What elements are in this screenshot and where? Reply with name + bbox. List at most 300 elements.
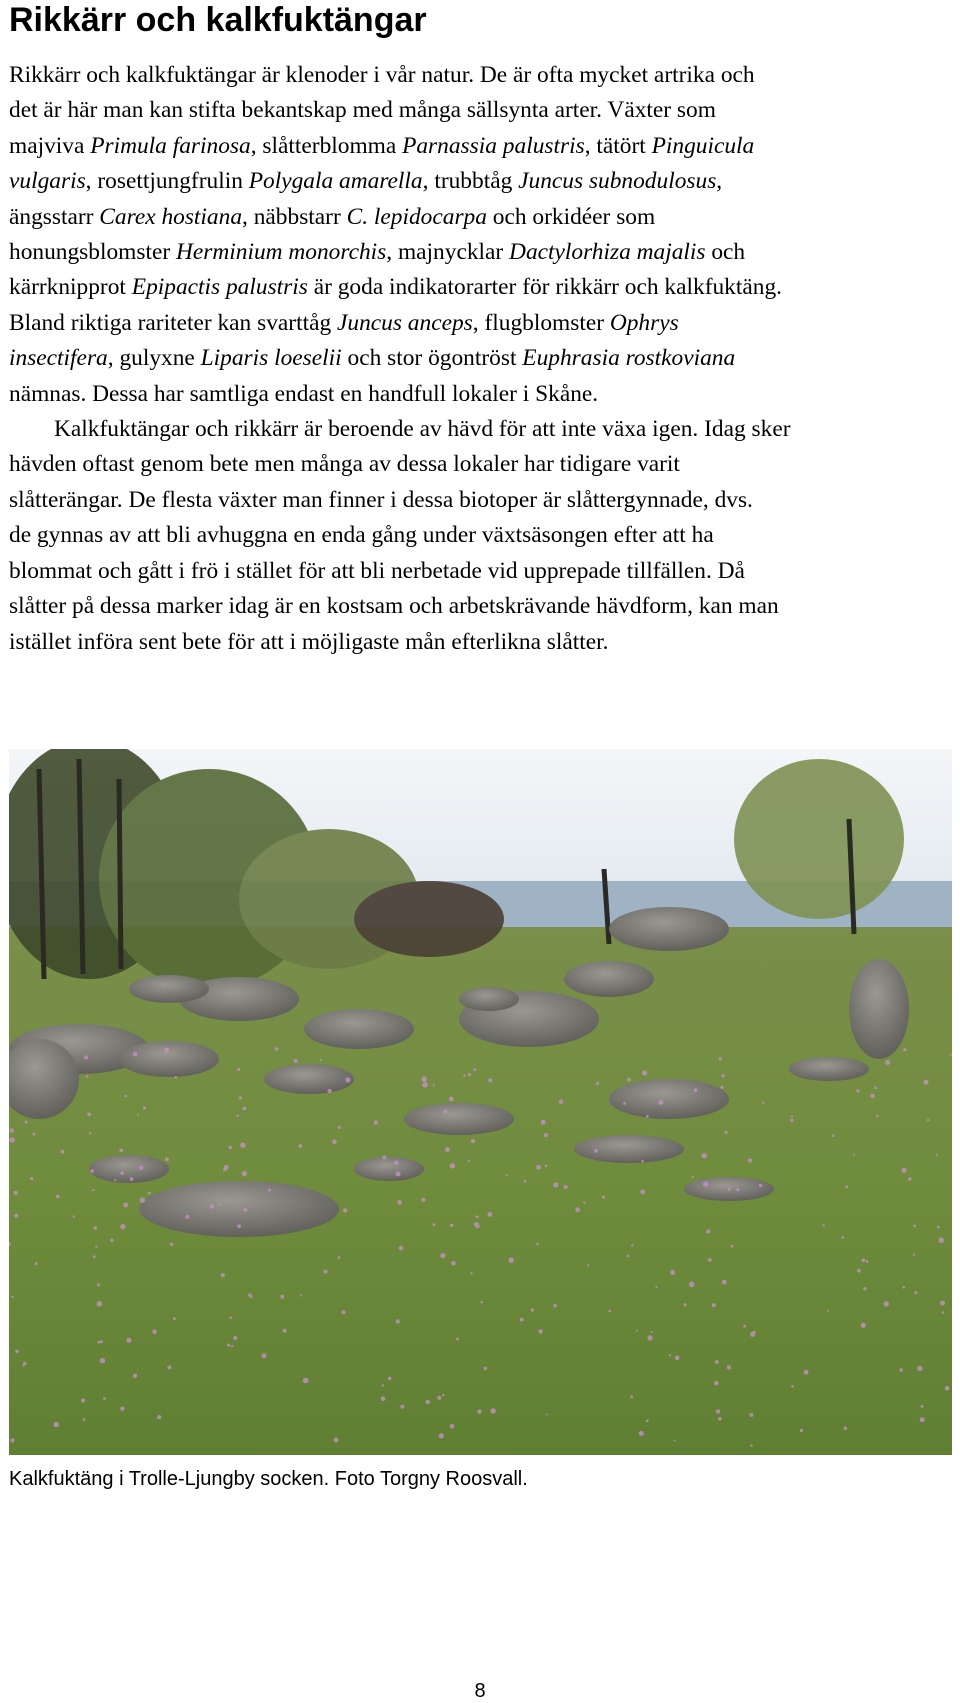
flower-speck xyxy=(626,1255,629,1258)
flower-speck xyxy=(221,1273,225,1277)
flower-speck xyxy=(857,1269,861,1273)
flower-speck xyxy=(137,1114,139,1116)
flower-speck xyxy=(670,1270,675,1275)
text-run: och xyxy=(705,239,746,266)
flower-speck xyxy=(114,1179,116,1181)
flower-speck xyxy=(750,1332,755,1337)
text-run: Bland riktiga rariteter kan svarttåg xyxy=(9,309,337,336)
flower-speck xyxy=(231,1345,233,1347)
text-run: de gynnas av att bli avhuggna en enda gång under växtsäsongen efter att ha xyxy=(9,522,714,549)
flower-speck xyxy=(884,1301,889,1306)
flower-speck xyxy=(845,1185,848,1188)
rock xyxy=(139,1181,339,1237)
flower-speck xyxy=(544,1133,548,1137)
text-line xyxy=(9,483,959,518)
flower-speck xyxy=(924,1080,929,1085)
flower-speck xyxy=(400,1405,404,1409)
flower-speck xyxy=(722,1280,727,1285)
text-line xyxy=(9,270,959,305)
flower-speck xyxy=(332,1139,337,1144)
flower-speck xyxy=(22,1365,24,1367)
flower-speck xyxy=(456,1338,459,1341)
flower-speck xyxy=(647,1335,652,1340)
flower-speck xyxy=(334,1438,339,1443)
flower-speck xyxy=(506,1174,508,1176)
text-run: , gulyxne xyxy=(107,345,201,372)
rock xyxy=(459,987,519,1011)
species-name: insectifera xyxy=(9,345,108,372)
rock xyxy=(609,1079,729,1119)
species-name: Juncus subnodulosus xyxy=(518,168,717,195)
flower-speck xyxy=(440,1253,445,1258)
flower-speck xyxy=(422,1198,426,1202)
rock xyxy=(609,907,729,951)
flower-speck xyxy=(903,1048,906,1051)
flower-speck xyxy=(674,1440,676,1442)
flower-speck xyxy=(244,1208,248,1212)
flower-speck xyxy=(120,1172,124,1176)
flower-speck xyxy=(399,1246,404,1251)
text-run: , näbbstarr xyxy=(242,203,347,230)
text-line xyxy=(9,129,959,164)
flower-speck xyxy=(240,1143,245,1148)
flower-speck xyxy=(382,1155,386,1159)
flower-speck xyxy=(439,1433,444,1438)
flower-speck xyxy=(320,1059,322,1061)
species-name: vulgaris xyxy=(9,168,86,195)
flower-speck xyxy=(120,1406,124,1410)
flower-speck xyxy=(736,1188,739,1191)
species-name: Euphrasia rostkoviana xyxy=(522,345,736,372)
rock xyxy=(789,1057,869,1081)
flower-speck xyxy=(520,1318,524,1322)
text-line xyxy=(9,589,959,624)
flower-speck xyxy=(749,1413,753,1417)
flower-speck xyxy=(480,1301,483,1304)
flower-speck xyxy=(488,1078,492,1082)
flower-speck xyxy=(623,1102,626,1105)
body-text xyxy=(9,58,959,660)
flower-speck xyxy=(715,1360,719,1364)
flower-speck xyxy=(908,1177,912,1181)
flower-speck xyxy=(476,1224,480,1228)
flower-speck xyxy=(300,1294,302,1296)
flower-speck xyxy=(491,1408,496,1413)
flower-speck xyxy=(596,1082,599,1085)
flower-speck xyxy=(450,1424,455,1429)
flower-speck xyxy=(450,1163,455,1168)
flower-speck xyxy=(210,1204,214,1208)
text-line xyxy=(9,554,959,589)
flower-speck xyxy=(239,1096,242,1099)
flower-speck xyxy=(381,1396,386,1401)
flower-speck xyxy=(639,1431,644,1436)
flower-speck xyxy=(90,1169,94,1173)
flower-speck xyxy=(97,1301,103,1307)
flower-speck xyxy=(294,1059,298,1063)
flower-speck xyxy=(536,1243,539,1246)
flower-speck xyxy=(750,1444,752,1446)
flower-speck xyxy=(218,1204,220,1206)
flower-speck xyxy=(437,1396,441,1400)
flower-speck xyxy=(651,1331,653,1333)
flower-speck xyxy=(721,1074,724,1077)
flower-speck xyxy=(119,1149,123,1153)
text-run: slåtterängar. De flesta växter man finner i dessa biotoper är slåttergynnade, dvs. xyxy=(9,486,753,513)
flower-speck xyxy=(487,1212,492,1217)
text-run: , trubbtåg xyxy=(422,168,519,195)
rock xyxy=(304,1009,414,1049)
flower-speck xyxy=(630,1395,633,1398)
flower-speck xyxy=(844,1427,847,1430)
flower-speck xyxy=(283,1329,287,1333)
flower-speck xyxy=(594,1149,598,1153)
text-line xyxy=(9,306,959,341)
flower-speck xyxy=(832,1134,835,1137)
flower-speck xyxy=(706,1230,710,1234)
flower-speck xyxy=(157,1415,161,1419)
text-run: hävden oftast genom bete men många av dessa lokaler har tidigare varit xyxy=(9,451,680,478)
flower-speck xyxy=(945,1386,950,1391)
flower-speck xyxy=(14,1191,18,1195)
flower-speck xyxy=(608,1310,611,1313)
flower-speck xyxy=(445,1147,450,1152)
text-line xyxy=(9,625,959,660)
text-line xyxy=(9,341,959,376)
flower-speck xyxy=(627,1078,631,1082)
flower-speck xyxy=(444,1110,448,1114)
flower-speck xyxy=(640,1190,645,1195)
flower-speck xyxy=(468,1073,471,1076)
flower-speck xyxy=(531,1308,534,1311)
flower-speck xyxy=(692,1176,694,1178)
flower-speck xyxy=(646,1115,649,1118)
flower-speck xyxy=(921,1405,924,1408)
flower-speck xyxy=(545,1165,548,1168)
flower-speck xyxy=(280,1295,284,1299)
flower-speck xyxy=(95,1246,97,1248)
flower-speck xyxy=(100,1340,103,1343)
flower-speck xyxy=(716,1409,721,1414)
text-run: ängsstarr xyxy=(9,203,100,230)
flower-speck xyxy=(298,1144,302,1148)
flower-speck xyxy=(524,1180,527,1183)
flower-speck xyxy=(229,1146,232,1149)
flower-speck xyxy=(86,1075,89,1078)
flower-speck xyxy=(242,1171,247,1176)
rock xyxy=(129,975,209,1003)
rock xyxy=(264,1064,354,1094)
flower-speck xyxy=(133,1052,138,1057)
flower-speck xyxy=(866,1260,869,1263)
flower-speck xyxy=(646,1419,649,1422)
flower-speck xyxy=(81,1398,85,1402)
text-run: kärrknipprot xyxy=(9,274,132,301)
flower-speck xyxy=(338,1126,341,1129)
flower-speck xyxy=(823,1224,825,1226)
species-name: C. lepidocarpa xyxy=(346,203,487,230)
flower-speck xyxy=(902,1168,907,1173)
flower-speck xyxy=(718,1417,722,1421)
flower-speck xyxy=(338,1256,341,1259)
flower-speck xyxy=(538,1329,542,1333)
flower-speck xyxy=(903,1286,906,1289)
flower-speck xyxy=(165,1157,169,1161)
flower-speck xyxy=(175,1076,178,1079)
flower-speck xyxy=(856,1089,859,1092)
text-line xyxy=(9,93,959,128)
flower-speck xyxy=(345,1077,350,1082)
flower-speck xyxy=(120,1224,125,1229)
species-name: Carex hostiana xyxy=(99,203,243,230)
rock xyxy=(404,1103,514,1135)
flower-speck xyxy=(791,1115,793,1117)
flower-speck xyxy=(342,1310,346,1314)
rock xyxy=(574,1135,684,1163)
flower-speck xyxy=(553,1182,558,1187)
text-run: istället införa sent bete för att i möjligaste mån efterlikna slåtter. xyxy=(9,628,609,655)
flower-speck xyxy=(748,1158,752,1162)
rock xyxy=(564,961,654,997)
flower-speck xyxy=(25,1121,28,1124)
flower-speck xyxy=(84,1055,88,1059)
flower-speck xyxy=(920,1417,925,1422)
flower-speck xyxy=(449,1097,454,1102)
flower-speck xyxy=(728,1188,731,1191)
flower-speck xyxy=(913,1254,915,1256)
flower-speck xyxy=(243,1107,247,1111)
text-run: Kalkfuktängar och rikkärr är beroende av hävd för att inte växa igen. Idag sker xyxy=(54,416,791,443)
text-run: och orkidéer som xyxy=(486,203,656,230)
flower-speck xyxy=(124,1095,127,1098)
flower-speck xyxy=(237,1068,240,1071)
flower-speck xyxy=(509,1258,514,1263)
flower-speck xyxy=(914,1291,917,1294)
flower-speck xyxy=(275,1047,279,1051)
flower-speck xyxy=(950,1054,952,1056)
text-run: , majnycklar xyxy=(386,239,510,266)
flower-speck xyxy=(227,1344,230,1347)
flower-speck xyxy=(140,1197,145,1202)
flower-speck xyxy=(564,1185,568,1189)
flower-speck xyxy=(684,1303,687,1306)
text-run: Rikkärr och kalkfuktängar är klenoder i vår natur. De är ofta mycket artrika och xyxy=(9,62,755,88)
flower-speck xyxy=(942,1311,945,1314)
flower-speck xyxy=(841,1236,844,1239)
flower-speck xyxy=(874,1086,877,1089)
flower-speck xyxy=(790,1119,793,1122)
flower-speck xyxy=(658,1100,663,1105)
flower-speck xyxy=(100,1358,105,1363)
flower-speck xyxy=(546,1414,548,1416)
flower-speck xyxy=(541,1120,546,1125)
flower-speck xyxy=(450,1224,453,1227)
flower-speck xyxy=(233,1336,237,1340)
flower-speck xyxy=(229,1317,232,1320)
flower-speck xyxy=(433,1084,435,1086)
flower-speck xyxy=(804,1370,809,1375)
flower-speck xyxy=(914,1225,917,1228)
flower-speck xyxy=(388,1377,392,1381)
flower-speck xyxy=(130,1177,134,1181)
flower-speck xyxy=(719,1057,722,1060)
flower-speck xyxy=(30,1177,33,1180)
flower-speck xyxy=(642,1070,647,1075)
species-name: Juncus anceps xyxy=(337,309,473,336)
page-title: Rikkärr och kalkfuktängar xyxy=(9,1,427,39)
photo-caption: Kalkfuktäng i Trolle-Ljungby socken. Foto Torgny Roosvall. xyxy=(9,1468,528,1490)
flower-speck xyxy=(127,1338,132,1343)
flower-speck xyxy=(324,1270,328,1274)
flower-speck xyxy=(237,1224,241,1228)
meadow-photo-illustration xyxy=(9,749,952,1455)
flower-speck xyxy=(724,1131,727,1134)
meadow-photo xyxy=(9,749,952,1455)
flower-speck xyxy=(559,1099,564,1104)
flower-speck xyxy=(103,1397,106,1400)
flower-speck xyxy=(675,1356,680,1361)
flower-speck xyxy=(731,1245,734,1248)
flower-speck xyxy=(261,1353,266,1358)
text-run: och stor ögontröst xyxy=(341,345,523,372)
flower-speck xyxy=(473,1068,476,1071)
flower-speck xyxy=(61,1150,65,1154)
species-name: Epipactis palustris xyxy=(131,274,308,301)
flower-speck xyxy=(164,1048,169,1053)
text-line xyxy=(9,377,959,412)
flower-speck xyxy=(32,1133,35,1136)
flower-speck xyxy=(575,1207,580,1212)
flower-speck xyxy=(471,1139,475,1143)
flower-speck xyxy=(268,1189,271,1192)
flower-speck xyxy=(397,1200,402,1205)
flower-speck xyxy=(800,1429,803,1432)
flower-speck xyxy=(937,1226,940,1229)
flower-speck xyxy=(148,1192,151,1195)
flower-speck xyxy=(54,1422,59,1427)
flower-speck xyxy=(703,1181,708,1186)
text-line xyxy=(9,58,959,93)
flower-speck xyxy=(762,1102,764,1104)
flower-speck xyxy=(694,1089,698,1093)
flower-speck xyxy=(223,1168,226,1171)
flower-speck xyxy=(714,1381,719,1386)
flower-speck xyxy=(396,1172,401,1177)
flower-speck xyxy=(15,1350,19,1354)
flower-speck xyxy=(936,1154,938,1156)
flower-speck xyxy=(10,1438,14,1442)
flower-speck xyxy=(938,1237,944,1243)
flower-speck xyxy=(98,1341,101,1344)
flower-speck xyxy=(93,1255,96,1258)
flower-speck xyxy=(862,1259,866,1263)
flower-speck xyxy=(152,1330,157,1335)
text-run: blommat och gått i frö i stället för att bli nerbetade vid upprepade tillfällen. Då xyxy=(9,557,745,584)
text-run: är goda indikatorarter för rikkärr och kalkfuktäng. xyxy=(307,274,782,301)
flower-speck xyxy=(863,1287,866,1290)
flower-speck xyxy=(708,1258,712,1262)
flower-speck xyxy=(303,1378,309,1384)
flower-speck xyxy=(463,1074,465,1076)
flower-speck xyxy=(536,1165,541,1170)
flower-speck xyxy=(727,1365,731,1369)
page-number: 8 xyxy=(474,1680,486,1702)
flower-speck xyxy=(14,1214,18,1218)
flower-speck xyxy=(167,1365,171,1369)
flower-speck xyxy=(92,1189,94,1191)
text-run: , rosettjungfrulin xyxy=(85,168,249,195)
text-run: majviva xyxy=(9,132,91,159)
flower-speck xyxy=(827,1310,829,1312)
species-name: Parnassia palustris xyxy=(402,132,585,159)
text-run: honungsblomster xyxy=(9,239,176,266)
text-run: det är här man kan stifta bekantskap med många sällsynta arter. Växter som xyxy=(9,97,716,124)
flower-speck xyxy=(396,1319,400,1323)
text-line xyxy=(9,200,959,235)
flower-speck xyxy=(170,1243,173,1246)
flower-speck xyxy=(139,1166,143,1170)
flower-speck xyxy=(669,1354,671,1356)
flower-speck xyxy=(870,1094,875,1099)
flower-speck xyxy=(110,1239,113,1242)
species-name: Pinguicula xyxy=(651,132,755,159)
flower-speck xyxy=(468,1160,470,1162)
flower-speck xyxy=(97,1283,100,1286)
flower-speck xyxy=(655,1286,657,1288)
flower-speck xyxy=(250,1296,253,1299)
flower-speck xyxy=(35,1262,38,1265)
flower-speck xyxy=(927,1119,929,1121)
flower-speck xyxy=(374,1120,378,1124)
flower-speck xyxy=(587,1264,589,1266)
text-run: , flugblomster xyxy=(472,309,610,336)
flower-speck xyxy=(422,1082,428,1088)
flower-speck xyxy=(10,1128,14,1132)
flower-speck xyxy=(689,1282,694,1287)
flower-speck xyxy=(343,1208,347,1212)
flower-speck xyxy=(394,1160,399,1165)
flower-speck xyxy=(470,1272,472,1274)
flower-speck xyxy=(583,1202,585,1204)
flower-speck xyxy=(327,1089,331,1093)
flower-speck xyxy=(885,1060,890,1065)
text-run: , tätört xyxy=(584,132,652,159)
flower-speck xyxy=(83,1418,86,1421)
flower-speck xyxy=(421,1076,427,1082)
text-run: , slåtterblomma xyxy=(250,132,403,159)
flower-speck xyxy=(89,1132,91,1134)
text-line xyxy=(9,518,959,553)
text-line xyxy=(9,235,959,270)
flower-speck xyxy=(743,1325,746,1328)
flower-speck xyxy=(861,1323,866,1328)
flower-speck xyxy=(791,1385,794,1388)
flower-speck xyxy=(553,1304,557,1308)
flower-speck xyxy=(425,1400,430,1405)
flower-speck xyxy=(631,1244,633,1246)
flower-speck xyxy=(236,1114,239,1117)
flower-speck xyxy=(143,1106,146,1109)
flower-speck xyxy=(641,1160,644,1163)
flower-speck xyxy=(451,1261,455,1265)
text-line xyxy=(9,412,959,447)
flower-speck xyxy=(173,1317,176,1320)
species-name: Ophrys xyxy=(609,309,679,336)
flower-speck xyxy=(433,1223,436,1226)
rock xyxy=(354,1157,424,1181)
text-run: slåtter på dessa marker idag är en kostsam och arbetskrävande hävdform, kan man xyxy=(9,593,779,620)
text-line xyxy=(9,447,959,482)
